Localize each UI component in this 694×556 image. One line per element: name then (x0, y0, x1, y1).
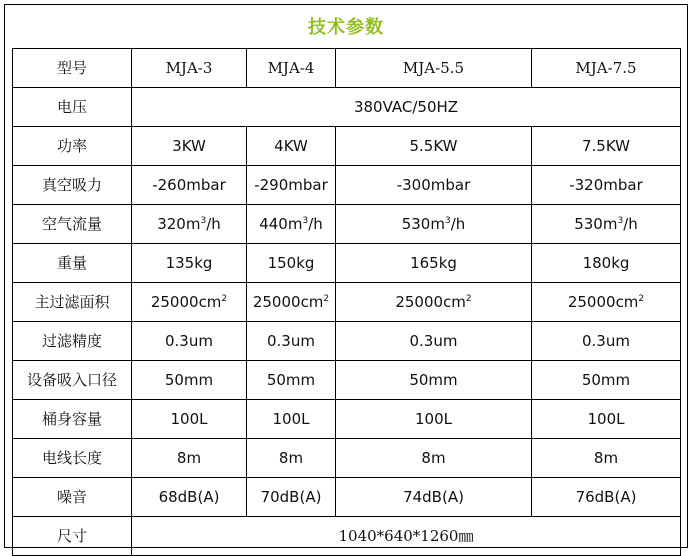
airflow-cell: $440m^3/h$ (247, 205, 336, 244)
vacuum-cell: -260mbar (132, 166, 247, 205)
weight-cell: 135kg (132, 244, 247, 283)
power-cell: 7.5KW (532, 127, 681, 166)
table-row-voltage (13, 88, 681, 127)
weight-cell: 150kg (247, 244, 336, 283)
row-label: 桶身容量 (13, 400, 132, 439)
table-row-weight (13, 244, 681, 283)
power-cell: 3KW (132, 127, 247, 166)
capacity-cell: 100L (247, 400, 336, 439)
inlet-cell: 50mm (247, 361, 336, 400)
cable-cell: 8m (336, 439, 532, 478)
table-row-filter-area (13, 283, 681, 322)
table-row-airflow (13, 205, 681, 244)
airflow-cell: $320m^3/h$ (132, 205, 247, 244)
filter-precision-cell: 0.3um (132, 322, 247, 361)
model-cell: MJA-7.5 (532, 49, 681, 88)
filter-precision-cell: 0.3um (336, 322, 532, 361)
table-row-power (13, 127, 681, 166)
table-row-inlet (13, 361, 681, 400)
spec-table (12, 48, 681, 556)
row-label: 电压 (13, 88, 132, 127)
table-row-model (13, 49, 681, 88)
weight-cell: 180kg (532, 244, 681, 283)
row-label: 功率 (13, 127, 132, 166)
filter-area-cell: $25000cm^2$ (336, 283, 532, 322)
power-cell: 4KW (247, 127, 336, 166)
filter-precision-cell: 0.3um (247, 322, 336, 361)
filter-area-cell: $25000cm^2$ (247, 283, 336, 322)
voltage-value: 380VAC/50HZ (132, 88, 681, 127)
table-row-vacuum (13, 166, 681, 205)
spec-sheet-frame (4, 4, 688, 548)
capacity-cell: 100L (336, 400, 532, 439)
table-row-noise (13, 478, 681, 517)
power-cell: 5.5KW (336, 127, 532, 166)
noise-cell: 74dB(A) (336, 478, 532, 517)
table-row-filter-precision (13, 322, 681, 361)
vacuum-cell: -290mbar (247, 166, 336, 205)
inlet-cell: 50mm (336, 361, 532, 400)
table-row-cable (13, 439, 681, 478)
vacuum-cell: -320mbar (532, 166, 681, 205)
row-label: 设备吸入口径 (13, 361, 132, 400)
row-label: 尺寸 (13, 517, 132, 556)
noise-cell: 76dB(A) (532, 478, 681, 517)
row-label: 重量 (13, 244, 132, 283)
table-row-capacity (13, 400, 681, 439)
row-label: 电线长度 (13, 439, 132, 478)
row-label: 过滤精度 (13, 322, 132, 361)
model-cell: MJA-3 (132, 49, 247, 88)
row-label: 型号 (13, 49, 132, 88)
cable-cell: 8m (247, 439, 336, 478)
row-label: 噪音 (13, 478, 132, 517)
vacuum-cell: -300mbar (336, 166, 532, 205)
capacity-cell: 100L (132, 400, 247, 439)
row-label: 主过滤面积 (13, 283, 132, 322)
noise-cell: 68dB(A) (132, 478, 247, 517)
size-value: 1040*640*1260㎜ (132, 517, 681, 556)
airflow-cell: $530m^3/h$ (532, 205, 681, 244)
airflow-cell: $530m^3/h$ (336, 205, 532, 244)
noise-cell: 70dB(A) (247, 478, 336, 517)
spec-title: 技术参数 (308, 17, 384, 38)
model-cell: MJA-5.5 (336, 49, 532, 88)
inlet-cell: 50mm (532, 361, 681, 400)
row-label: 真空吸力 (13, 166, 132, 205)
weight-cell: 165kg (336, 244, 532, 283)
model-cell: MJA-4 (247, 49, 336, 88)
capacity-cell: 100L (532, 400, 681, 439)
inlet-cell: 50mm (132, 361, 247, 400)
filter-area-cell: $25000cm^2$ (132, 283, 247, 322)
cable-cell: 8m (132, 439, 247, 478)
row-label: 空气流量 (13, 205, 132, 244)
table-row-size (13, 517, 681, 556)
filter-precision-cell: 0.3um (532, 322, 681, 361)
filter-area-cell: $25000cm^2$ (532, 283, 681, 322)
cable-cell: 8m (532, 439, 681, 478)
